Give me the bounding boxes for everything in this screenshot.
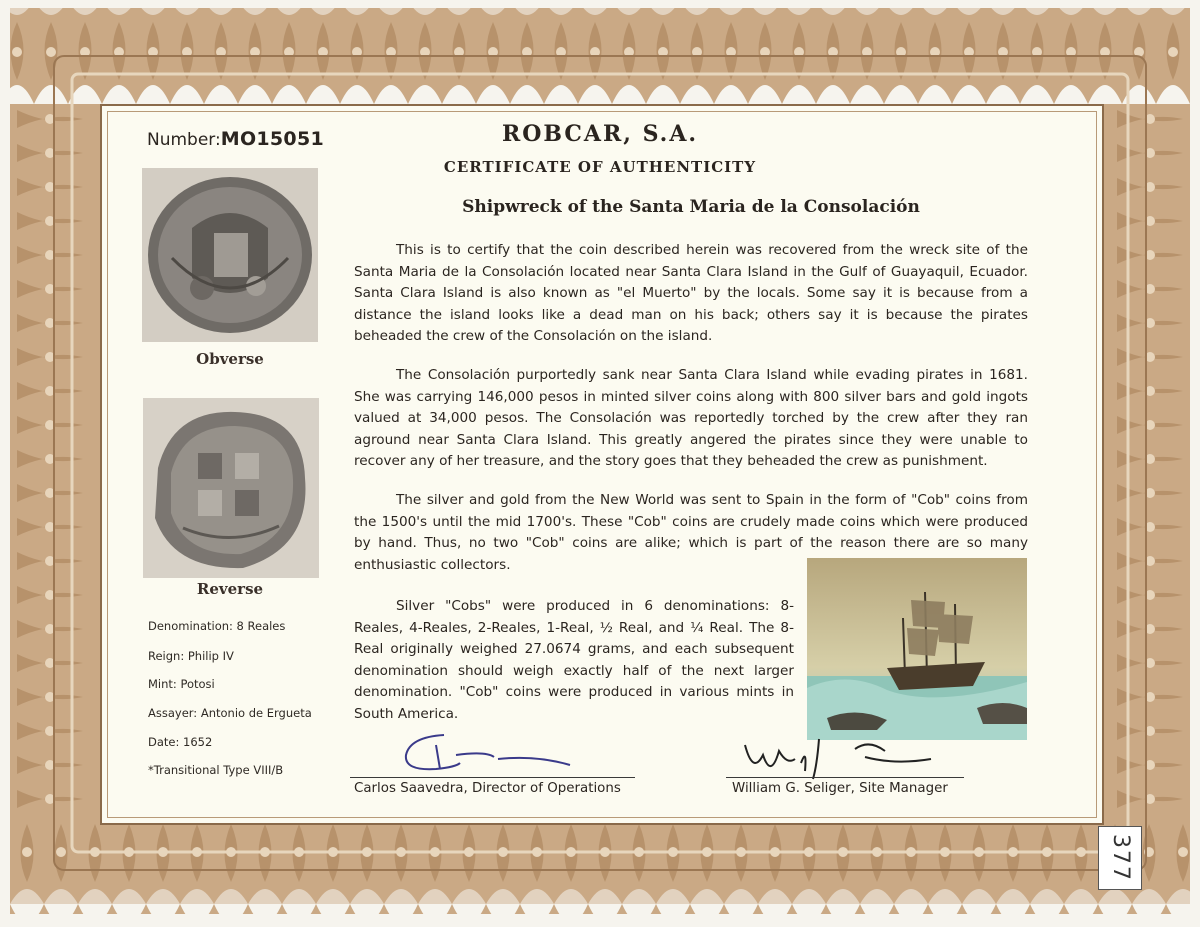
signature-caption-left: Carlos Saavedra, Director of Operations [354, 781, 621, 796]
signature-line-right [726, 777, 964, 778]
certificate-heading: Shipwreck of the Santa Maria de la Consolación [462, 197, 920, 217]
ship-image [807, 558, 1027, 740]
signature-william [735, 735, 935, 783]
number-value: MO15051 [220, 128, 324, 150]
coin-reverse-photo [143, 398, 319, 578]
spec-mint: Mint: Potosi [148, 677, 215, 691]
spec-denomination: Denomination: 8 Reales [148, 619, 286, 633]
catalog-stamp [1098, 826, 1142, 890]
reverse-caption: Reverse [196, 580, 264, 598]
paragraph-denominations: Silver "Cobs" were produced in 6 denominations: 8-Reales, 4-Reales, 2-Reales, 1-Real, ½ Real, and ¼ Real. The 8-Real originally weighed 27.0674 grams, and each subsequent denomination should weigh exactly half of the next larger denomination. "Cob" coins were produced in various mints in South America. [354, 598, 794, 722]
certificate-subtitle: CERTIFICATE OF AUTHENTICITY [443, 158, 757, 176]
spec-type: *Transitional Type VIII/B [148, 763, 284, 777]
paragraph-cobs: The silver and gold from the New World was sent to Spain in the form of "Cob" coins from the 1500's until the mid 1700's. These "Cob" coins are crudely made coins which were produced by hand. Thus, no two "Cob" coins are alike; which is part of the reason there are so many enthusiastic collectors. [354, 492, 1028, 573]
coin-obverse-photo [142, 168, 318, 342]
obverse-caption: Obverse [196, 350, 264, 368]
paragraph-intro: This is to certify that the coin described herein was recovered from the wreck site of the Santa Maria de la Consolación located near Santa Clara Island in the Gulf of Guayaquil, Ecuador. Santa Clara Island is also known as "el Muerto" by the locals. Some say it is because from a distance the island looks like a dead man on his back; others say it is because the pirates beheaded the crew of the Consolación on the island. [354, 242, 1028, 344]
spec-assayer: Assayer: Antonio de Ergueta [148, 706, 312, 720]
signature-caption-right: William G. Seliger, Site Manager [732, 781, 948, 796]
spec-date: Date: 1652 [148, 735, 213, 749]
number-label: Number: [147, 130, 221, 150]
spec-reign: Reign: Philip IV [148, 649, 234, 663]
coin-reverse-image [143, 398, 319, 578]
paragraph-history: The Consolación purportedly sank near Santa Clara Island while evading pirates in 1681. She was carrying 146,000 pesos in minted silver coins along with 800 silver bars and gold ingots valued at 34,000 pesos. The Consolación was reportedly torched by the crew after they ran aground near Santa Clara Island. This greatly angered the pirates since they were unable to recover any of her treasure, and the story goes that they beheaded the crew as punishment. [354, 367, 1028, 469]
catalog-stamp-number: 377 [1108, 834, 1133, 882]
signature-carlos [396, 725, 586, 777]
coin-obverse-image [142, 168, 318, 342]
company-name: ROBCAR, S.A. [501, 121, 699, 147]
signature-line-left [350, 777, 635, 778]
shipwreck-painting [807, 558, 1027, 740]
